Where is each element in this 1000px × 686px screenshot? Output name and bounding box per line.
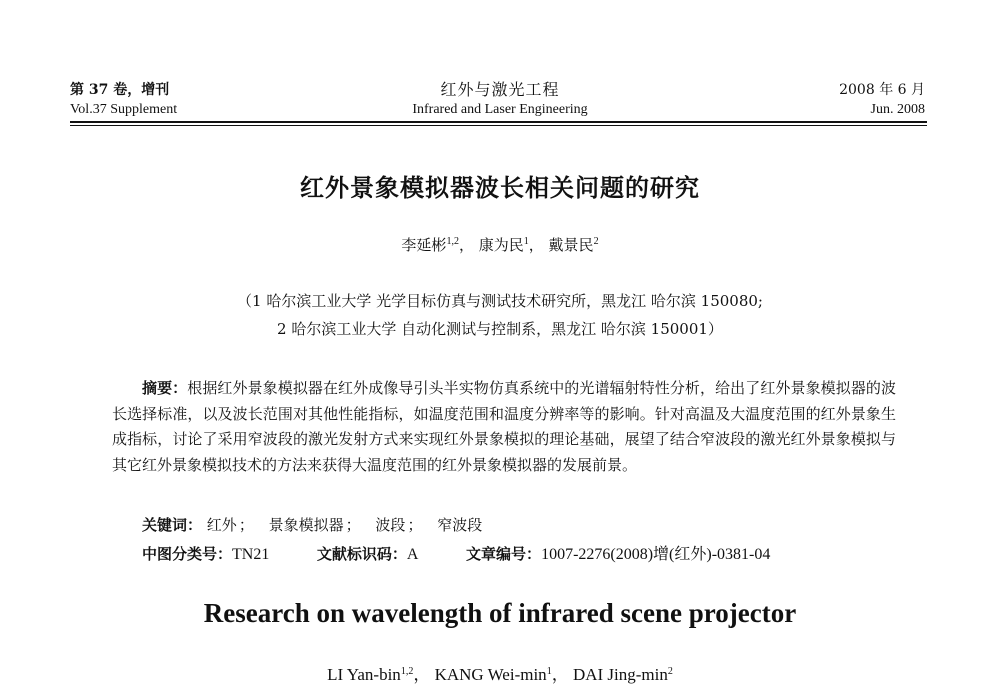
clc-value: TN21 xyxy=(232,546,270,563)
author-separator: ， xyxy=(413,665,431,684)
article-number-value: 1007-2276(2008)增(红外)-0381-04 xyxy=(541,546,771,563)
volume-en: Vol.37 Supplement xyxy=(70,102,178,117)
doc-code-label: 文献标识码： xyxy=(316,545,407,563)
article-number-label: 文章编号： xyxy=(466,545,542,563)
keywords-label: 关键词： xyxy=(142,516,203,534)
keyword-separator: ； xyxy=(407,516,423,534)
paper-title-en: Research on wavelength of infrared scene projector xyxy=(203,598,797,628)
author-affil-sup: 1,2 xyxy=(400,666,414,677)
abstract-label: 摘要： xyxy=(142,379,188,397)
paper-title-cn: 红外景象模拟器波长相关问题的研究 xyxy=(300,174,700,202)
author-separator: ， xyxy=(528,236,544,254)
header-rule-thick xyxy=(70,121,927,123)
header-rule-thin xyxy=(70,125,927,126)
author-affil-sup: 2 xyxy=(667,666,673,677)
author-name: DAI Jing-min xyxy=(572,665,668,684)
date-en: Jun. 2008 xyxy=(870,102,925,117)
author-list-cn xyxy=(0,234,1000,255)
author-affil-sup: 1,2 xyxy=(446,236,459,247)
abstract xyxy=(112,376,896,478)
affiliation-line: （1 哈尔滨工业大学 光学目标仿真与测试技术研究所，黑龙江 哈尔滨 150080; xyxy=(237,292,763,310)
affiliation-line: 2 哈尔滨工业大学 自动化测试与控制系，黑龙江 哈尔滨 150001） xyxy=(277,320,723,338)
author-separator: ， xyxy=(551,665,569,684)
keyword-item: 窄波段 xyxy=(437,516,483,534)
keyword-separator: ； xyxy=(238,516,254,534)
author-name: 戴景民 xyxy=(548,236,594,254)
author-list-en xyxy=(0,660,1000,685)
keyword-separator: ； xyxy=(345,516,361,534)
author-affil-sup: 1 xyxy=(523,236,529,247)
author-separator: ， xyxy=(458,236,474,254)
author-name: LI Yan-bin xyxy=(327,665,401,684)
clc-label: 中图分类号： xyxy=(142,545,233,563)
abstract-text: 根据红外景象模拟器在红外成像导引头半实物仿真系统中的光谱辐射特性分析，给出了红外景象模拟器的波长选择标准，以及波长范围对其他性能指标，如温度范围和温度分辨率等的影响。针对高温及大温度范围的红外景象生成指标，讨论了采用窄波段的激光发射方式来实现红外景象模拟的理论基础，展望了结合窄波段的激光红外景象模拟与其它红外景象模拟技术的方法来获得大温度范围的红外景象模拟器的发展前景。 xyxy=(112,379,896,474)
volume-cn: 第 37 卷，增刊 xyxy=(70,82,170,98)
keyword-item: 红外 xyxy=(206,516,237,534)
keyword-item: 景象模拟器 xyxy=(268,516,344,534)
journal-name-en: Infrared and Laser Engineering xyxy=(412,102,588,117)
author-name: KANG Wei-min xyxy=(434,665,547,684)
author-name: 康为民 xyxy=(478,236,524,254)
header-right xyxy=(839,80,925,120)
author-affil-sup: 2 xyxy=(593,236,599,247)
author-affil-sup: 1 xyxy=(546,666,552,677)
keyword-item: 波段 xyxy=(375,516,406,534)
keywords xyxy=(142,514,482,535)
journal-name-cn: 红外与激光工程 xyxy=(440,80,560,99)
doc-code-value: A xyxy=(406,546,419,563)
author-name: 李延彬 xyxy=(401,236,447,254)
date-cn: 2008 年 6 月 xyxy=(839,82,925,98)
classification-line xyxy=(142,541,902,564)
